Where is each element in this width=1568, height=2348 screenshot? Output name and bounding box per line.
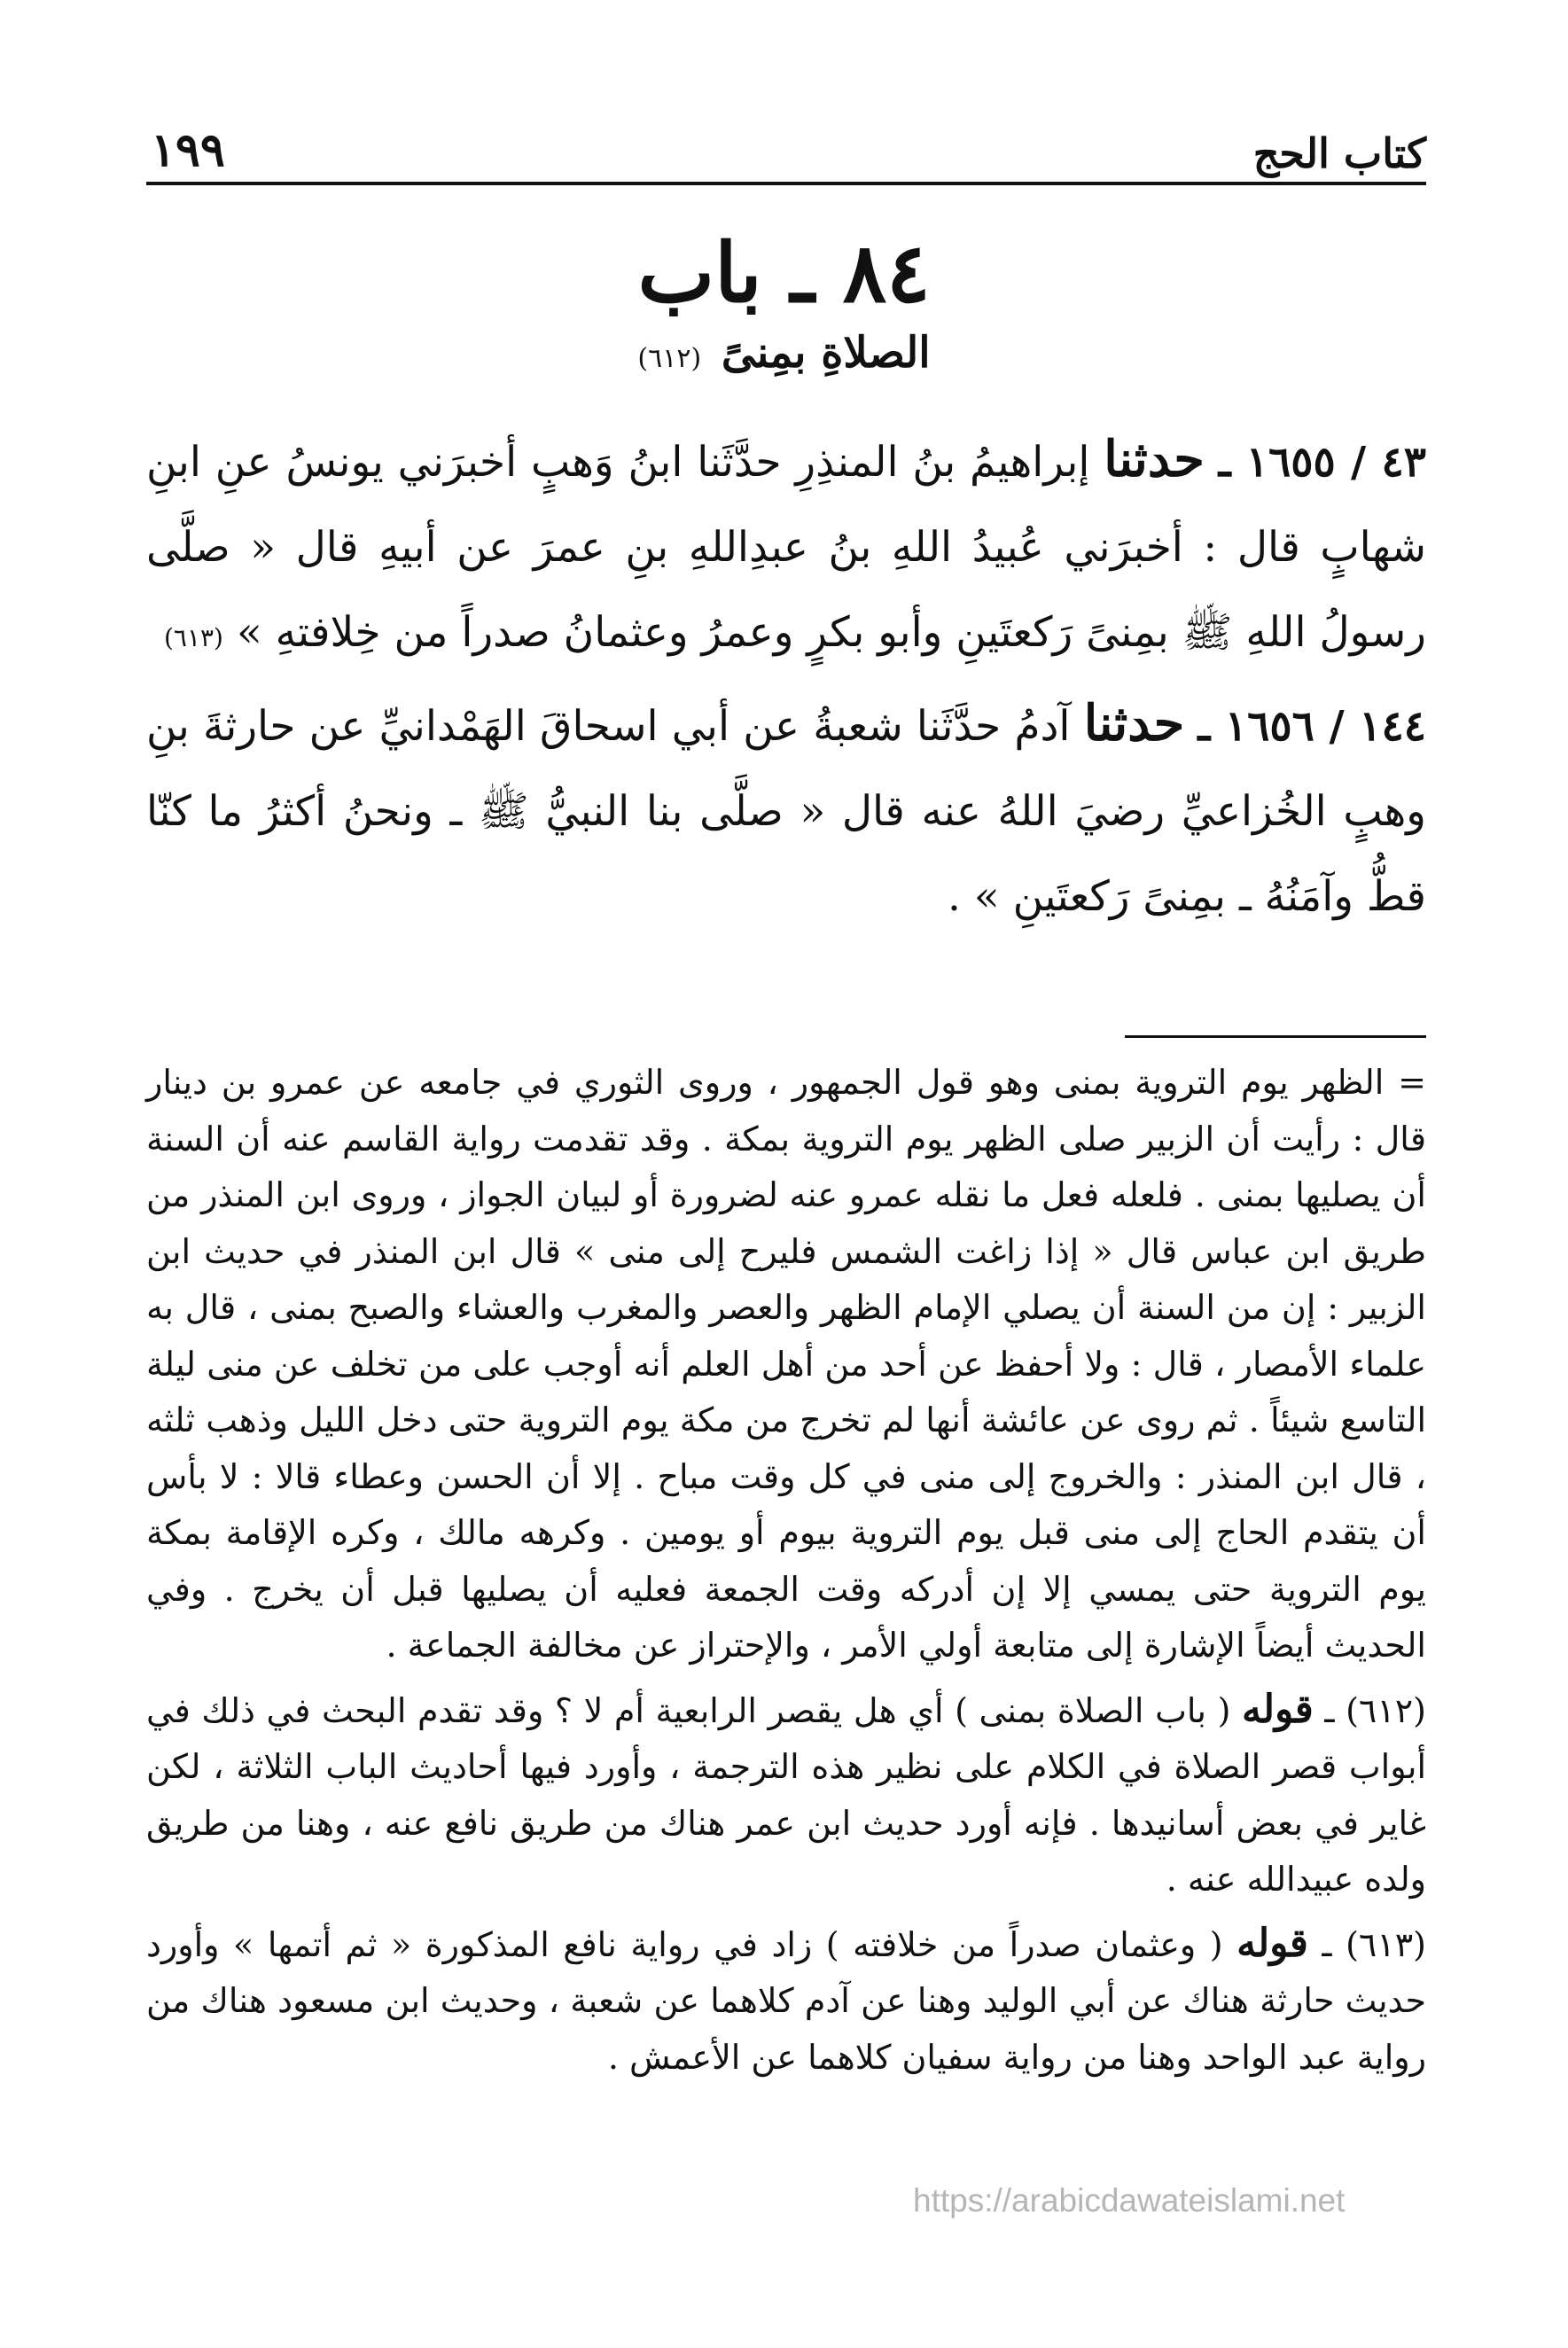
watermark-url: https://arabicdawateislami.net xyxy=(913,2182,1346,2219)
hadith-paragraph xyxy=(146,417,1426,681)
footnote-text: ( باب الصلاة بمنى ) أي هل يقصر الرابعية أم لا ؟ وقد تقدم البحث في ذلك في أبواب قصر الصلاة في الكلام على نظير هذه الترجمة ، وأورد فيها أحاديث الباب الثلاثة ، لكن غاير في بعض أسانيدها . فإنه أورد حديث ابن عمر هناك من طريق نافع عنه ، وهنا من طريق ولده عبيدالله عنه . xyxy=(146,1690,1426,1899)
chapter-heading: ٨٤ ـ باب xyxy=(637,225,931,321)
footnote-text: ( وعثمان صدراً من خلافته ) زاد في رواية نافع المذكورة « ثم أتمها » وأورد حديث حارثة هناك عن أبي الوليد وهنا عن آدم كلاهما عن شعبة ، وحديث ابن مسعود هناك من رواية عبد الواحد وهنا من رواية سفيان كلاهما عن الأعمش . xyxy=(146,1924,1426,2077)
header-rule xyxy=(146,182,1426,185)
hadith-paragraph xyxy=(146,681,1426,940)
hadith-number: ٤٣ / ١٦٥٥ ـ xyxy=(1218,438,1426,487)
footnote-keyword: قوله xyxy=(1242,1686,1314,1732)
running-head xyxy=(151,106,1426,177)
footnote-number: (٦١٣) ـ xyxy=(1322,1924,1426,1964)
footnote-divider xyxy=(1125,1035,1426,1038)
chapter-subtitle xyxy=(0,328,1568,378)
footnote-613 xyxy=(146,1915,1426,2087)
hadith-number: ١٤٤ / ١٦٥٦ ـ xyxy=(1197,702,1426,751)
footnote-number: (٦١٢) ـ xyxy=(1324,1690,1426,1730)
hadith-keyword: حدثنا xyxy=(1104,430,1205,488)
hadith-body: إبراهيمُ بنُ المنذِرِ حدَّثَنا ابنُ وَهبٍ أخبرَني يونسُ عنِ ابنِ شهابٍ قال : أخبرَني عُبيدُ اللهِ بنُ عبدِاللهِ بنِ عمرَ عن أبيهِ قال « صلَّى رسولُ اللهِ ﷺ بمِنىً رَكعتَينِ وأبو بكرٍ وعمرُ وعثمانُ صدراً من خِلافتهِ » xyxy=(146,438,1426,657)
footnote-reference: (٦١٣) xyxy=(163,623,223,652)
page-number: ١٩٩ xyxy=(151,123,225,177)
book-title: كتاب الحج xyxy=(1252,129,1426,177)
hadith-text xyxy=(146,417,1426,940)
hadith-keyword: حدثنا xyxy=(1083,694,1185,753)
footnotes xyxy=(146,1055,1426,2086)
hadith-body: آدمُ حدَّثَنا شعبةُ عن أبي اسحاقَ الهَمْدانيِّ عن حارثةَ بنِ وهبٍ الخُزاعيِّ رضيَ اللهُ عنه قال « صلَّى بنا النبيُّ ﷺ ـ ونحنُ أكثرُ ما كنّا قطُّ وآمَنُهُ ـ بمِنىً رَكعتَينِ » . xyxy=(146,702,1426,921)
chapter-subtitle-text: الصلاةِ بمِنىً xyxy=(721,328,931,378)
footnote-text: = الظهر يوم التروية بمنى وهو قول الجمهور ، وروى الثوري في جامعه عن عمرو بن دينار قال : رأيت أن الزبير صلى الظهر يوم التروية بمكة . وقد تقدمت رواية القاسم عنه أن السنة أن يصليها بمنى . فلعله فعل ما نقله عمرو عنه لضرورة أو لبيان الجواز ، وروى ابن المنذر من طريق ابن عباس قال « إذا زاغت الشمس فليرح إلى منى » قال ابن المنذر في حديث ابن الزبير : إن من السنة أن يصلي الإمام الظهر والعصر والمغرب والعشاء والصبح بمنى ، قال به علماء الأمصار ، قال : ولا أحفظ عن أحد من أهل العلم أنه أوجب على من تخلف عن منى ليلة التاسع شيئاً . ثم روى عن عائشة أنها لم تخرج من مكة يوم التروية حتى دخل الليل وذهب ثلثه ، قال ابن المنذر : والخروج إلى منى في كل وقت مباح . إلا أن الحسن وعطاء قالا : لا بأس أن يتقدم الحاج إلى منى قبل يوم التروية بيوم أو يومين . وكرهه مالك ، وكره الإقامة بمكة يوم التروية حتى يمسي إلا إن أدركه وقت الجمعة فعليه أن يصليها قبل أن يخرج . وفي الحديث أيضاً الإشارة إلى متابعة أولي الأمر ، والإحتراز عن مخالفة الجماعة . xyxy=(146,1063,1426,1665)
footnote-reference: (٦١٢) xyxy=(637,343,702,374)
footnote-continued xyxy=(146,1055,1426,1674)
footnote-612 xyxy=(146,1681,1426,1908)
footnote-keyword: قوله xyxy=(1236,1920,1308,1966)
